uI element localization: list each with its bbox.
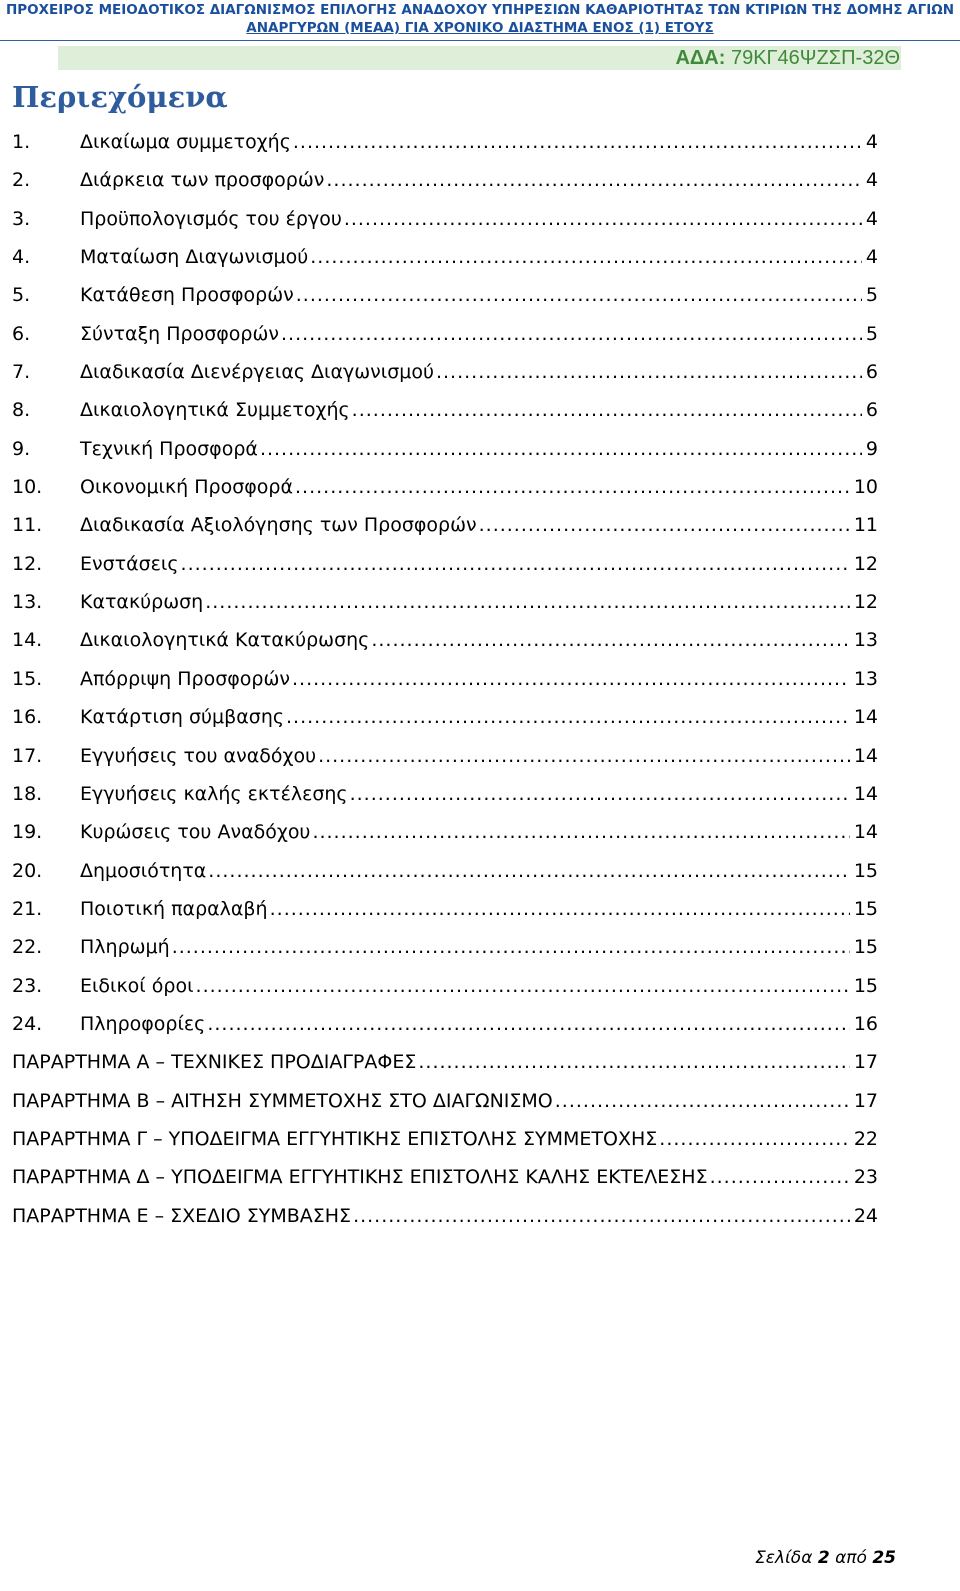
toc-entry-page: 6 bbox=[865, 399, 878, 422]
toc-entry-title: Ματαίωση Διαγωνισμού bbox=[80, 246, 309, 269]
toc-entry-number: 22. bbox=[12, 936, 43, 959]
toc-entry-title: Διαδικασία Αξιολόγησης των Προσφορών bbox=[80, 514, 477, 537]
toc-entry-number: 6. bbox=[12, 322, 31, 345]
toc-entry-page: 17 bbox=[853, 1089, 878, 1112]
toc-dot-leader bbox=[270, 891, 850, 927]
toc-entry-page: 14 bbox=[853, 821, 878, 844]
toc-entry-page: 6 bbox=[865, 361, 878, 384]
toc-entry[interactable] bbox=[12, 546, 878, 584]
toc-entry-page: 13 bbox=[853, 667, 878, 690]
toc-entry-page: 15 bbox=[853, 936, 878, 959]
toc-entry[interactable] bbox=[12, 853, 878, 891]
toc-entry-title: Κυρώσεις του Αναδόχου bbox=[80, 821, 311, 844]
toc-entry-title: ΠΑΡΑΡΤΗΜΑ Α – ΤΕΧΝΙΚΕΣ ΠΡΟΔΙΑΓΡΑΦΕΣ bbox=[12, 1051, 417, 1074]
toc-entry-page: 16 bbox=[853, 1012, 878, 1035]
toc-entry-title: Δημοσιότητα bbox=[80, 859, 207, 882]
toc-entry-title: ΠΑΡΑΡΤΗΜΑ Δ – ΥΠΟΔΕΙΓΜΑ ΕΓΓΥΗΤΙΚΗΣ ΕΠΙΣΤΟΛΗΣ ΚΑΛΗΣ ΕΚΤΕΛΕΣΗΣ bbox=[12, 1166, 708, 1189]
header-title-line-2: ΑΝΑΡΓΥΡΩΝ (ΜΕΑΑ) ΓΙΑ ΧΡΟΝΙΚΟ ΔΙΑΣΤΗΜΑ ΕΝΟΣ (1) ΕΤΟΥΣ bbox=[246, 20, 714, 36]
footer-current-page: 2 bbox=[817, 1548, 830, 1568]
toc-entry-title: Απόρριψη Προσφορών bbox=[80, 667, 290, 690]
toc-dot-leader bbox=[310, 239, 862, 275]
toc-entry[interactable] bbox=[12, 584, 878, 622]
toc-entry[interactable] bbox=[12, 162, 878, 200]
toc-entry-page: 4 bbox=[865, 169, 878, 192]
toc-entry-number: 18. bbox=[12, 782, 43, 805]
toc-entry[interactable] bbox=[12, 354, 878, 392]
toc-entry[interactable] bbox=[12, 929, 878, 967]
document-header bbox=[0, 0, 960, 41]
toc-entry-number: 23. bbox=[12, 974, 43, 997]
toc-entry[interactable] bbox=[12, 699, 878, 737]
toc-entry-page: 9 bbox=[865, 437, 878, 460]
toc-title: Περιεχόμενα bbox=[12, 80, 228, 114]
toc-entry-page: 4 bbox=[865, 131, 878, 153]
toc-entry-number: 5. bbox=[12, 284, 31, 307]
toc-entry[interactable] bbox=[12, 201, 878, 239]
toc-dot-leader bbox=[172, 929, 850, 965]
toc-dot-leader bbox=[205, 584, 850, 620]
toc-entry-title: Πληροφορίες bbox=[80, 1012, 206, 1035]
toc-entry-title: Δικαιολογητικά Κατακύρωσης bbox=[80, 629, 370, 652]
toc-entry-number: 21. bbox=[12, 897, 43, 920]
toc-entry-page: 4 bbox=[865, 207, 878, 230]
toc-entry-title: Διάρκεια των προσφορών bbox=[80, 169, 325, 192]
header-title-line-1: ΠΡΟΧΕΙΡΟΣ ΜΕΙΟΔΟΤΙΚΟΣ ΔΙΑΓΩΝΙΣΜΟΣ ΕΠΙΛΟΓΗΣ ΑΝΑΔΟΧΟΥ ΥΠΗΡΕΣΙΩΝ ΚΑΘΑΡΙΟΤΗΤΑΣ ΤΩΝ ΚΤΙΡΙΩΝ ΤΗΣ ΔΟΜΗΣ ΑΓΙΩΝ bbox=[5, 2, 955, 18]
toc-entry-page: 12 bbox=[853, 552, 878, 575]
toc-dot-leader bbox=[659, 1121, 850, 1157]
toc-entry[interactable] bbox=[12, 1121, 878, 1159]
toc-entry[interactable] bbox=[12, 891, 878, 929]
toc-entry[interactable] bbox=[12, 738, 878, 776]
footer-page-word: Σελίδα bbox=[755, 1548, 813, 1568]
toc-dot-leader bbox=[436, 354, 862, 390]
toc-entry[interactable] bbox=[12, 124, 878, 162]
toc-dot-leader bbox=[292, 661, 850, 697]
toc-dot-leader bbox=[181, 546, 850, 582]
toc-entry[interactable] bbox=[12, 469, 878, 507]
toc-entry-number: 17. bbox=[12, 744, 43, 767]
toc-entry-page: 22 bbox=[853, 1127, 878, 1150]
toc-dot-leader bbox=[286, 699, 850, 735]
toc-entry-number: 14. bbox=[12, 629, 43, 652]
toc-entry-title: Προϋπολογισμός του έργου bbox=[80, 207, 342, 230]
toc-entry-number: 13. bbox=[12, 591, 43, 614]
toc-dot-leader bbox=[353, 1198, 850, 1234]
toc-entry-page: 5 bbox=[865, 322, 878, 345]
toc-entry[interactable] bbox=[12, 277, 878, 315]
footer-of-word: από bbox=[835, 1548, 867, 1568]
toc-entry[interactable] bbox=[12, 1159, 878, 1197]
toc-entry-number: 3. bbox=[12, 207, 31, 230]
toc-dot-leader bbox=[344, 201, 862, 237]
toc-entry-title: Διαδικασία Διενέργειας Διαγωνισμού bbox=[80, 361, 434, 384]
toc-entry-title: Κατάρτιση σύμβασης bbox=[80, 706, 285, 729]
toc-dot-leader bbox=[296, 277, 862, 313]
toc-entry-page: 15 bbox=[853, 897, 878, 920]
toc-entry-page: 14 bbox=[853, 744, 878, 767]
toc-entry-title: Εγγυήσεις του αναδόχου bbox=[80, 744, 317, 767]
toc-entry[interactable] bbox=[12, 814, 878, 852]
toc-entry[interactable] bbox=[12, 661, 878, 699]
toc-entry-title: Εγγυήσεις καλής εκτέλεσης bbox=[80, 782, 348, 805]
toc-dot-leader bbox=[352, 392, 862, 428]
page-footer bbox=[755, 1548, 896, 1568]
toc-entry[interactable] bbox=[12, 968, 878, 1006]
toc-entry[interactable] bbox=[12, 1083, 878, 1121]
toc-entry[interactable] bbox=[12, 431, 878, 469]
toc-entry-number: 24. bbox=[12, 1012, 43, 1035]
toc-entry-number: 19. bbox=[12, 821, 43, 844]
table-of-contents bbox=[12, 124, 878, 1236]
toc-entry-title: ΠΑΡΑΡΤΗΜΑ Ε – ΣΧΕΔΙΟ ΣΥΜΒΑΣΗΣ bbox=[12, 1204, 352, 1227]
toc-entry-title: Ειδικοί όροι bbox=[80, 974, 194, 997]
toc-dot-leader bbox=[293, 124, 862, 160]
toc-entry-number: 20. bbox=[12, 859, 43, 882]
toc-dot-leader bbox=[371, 622, 849, 658]
toc-entry-title: Σύνταξη Προσφορών bbox=[80, 322, 280, 345]
toc-entry-number: 7. bbox=[12, 361, 31, 384]
toc-dot-leader bbox=[312, 814, 849, 850]
toc-entry-number: 15. bbox=[12, 667, 43, 690]
toc-dot-leader bbox=[281, 316, 862, 352]
toc-dot-leader bbox=[318, 738, 850, 774]
toc-entry-page: 14 bbox=[853, 782, 878, 805]
toc-entry-title: Δικαιολογητικά Συμμετοχής bbox=[80, 399, 350, 422]
toc-entry-page: 10 bbox=[853, 476, 878, 499]
toc-entry-title: ΠΑΡΑΡΤΗΜΑ Β – ΑΙΤΗΣΗ ΣΥΜΜΕΤΟΧΗΣ ΣΤΟ ΔΙΑΓΩΝΙΣΜΟ bbox=[12, 1089, 553, 1112]
toc-entry-page: 17 bbox=[853, 1051, 878, 1074]
toc-dot-leader bbox=[295, 469, 850, 505]
footer-total-pages: 25 bbox=[872, 1548, 896, 1568]
toc-dot-leader bbox=[207, 1006, 849, 1042]
toc-entry-number: 16. bbox=[12, 706, 43, 729]
toc-entry[interactable] bbox=[12, 507, 878, 545]
toc-entry-number: 10. bbox=[12, 476, 43, 499]
toc-entry-page: 5 bbox=[865, 284, 878, 307]
toc-entry-page: 13 bbox=[853, 629, 878, 652]
toc-dot-leader bbox=[555, 1083, 850, 1119]
ada-label: ΑΔΑ: bbox=[675, 47, 726, 69]
toc-entry-page: 15 bbox=[853, 974, 878, 997]
toc-entry-number: 9. bbox=[12, 437, 31, 460]
toc-entry-number: 8. bbox=[12, 399, 31, 422]
toc-entry-number: 2. bbox=[12, 169, 31, 192]
toc-entry[interactable] bbox=[12, 1006, 878, 1044]
toc-entry[interactable] bbox=[12, 1198, 878, 1236]
toc-entry-title: ΠΑΡΑΡΤΗΜΑ Γ – ΥΠΟΔΕΙΓΜΑ ΕΓΓΥΗΤΙΚΗΣ ΕΠΙΣΤΟΛΗΣ ΣΥΜΜΕΤΟΧΗΣ bbox=[12, 1127, 658, 1150]
toc-entry-title: Κατάθεση Προσφορών bbox=[80, 284, 294, 307]
toc-entry[interactable] bbox=[12, 316, 878, 354]
toc-dot-leader bbox=[196, 968, 850, 1004]
toc-entry-title: Πληρωμή bbox=[80, 936, 170, 959]
toc-entry[interactable] bbox=[12, 392, 878, 430]
ada-stamp bbox=[675, 47, 900, 70]
toc-entry-page: 15 bbox=[853, 859, 878, 882]
toc-dot-leader bbox=[479, 507, 850, 543]
toc-entry-page: 14 bbox=[853, 706, 878, 729]
ada-value: 79ΚΓ46ΨΖΣΠ-32Θ bbox=[730, 47, 900, 69]
toc-dot-leader bbox=[260, 431, 862, 467]
toc-entry-number: 12. bbox=[12, 552, 43, 575]
toc-entry-page: 24 bbox=[853, 1204, 878, 1227]
toc-entry[interactable] bbox=[12, 239, 878, 277]
toc-entry-page: 12 bbox=[853, 591, 878, 614]
toc-entry-number: 4. bbox=[12, 246, 31, 269]
toc-entry-title: Ενστάσεις bbox=[80, 552, 179, 575]
toc-dot-leader bbox=[710, 1159, 850, 1195]
toc-dot-leader bbox=[418, 1044, 849, 1080]
toc-entry-title: Κατακύρωση bbox=[80, 591, 204, 614]
toc-dot-leader bbox=[208, 853, 850, 889]
toc-entry-number: 11. bbox=[12, 514, 43, 537]
toc-entry-page: 11 bbox=[853, 514, 878, 537]
toc-entry-title: Ποιοτική παραλαβή bbox=[80, 897, 268, 920]
toc-entry-title: Οικονομική Προσφορά bbox=[80, 476, 293, 499]
toc-entry[interactable] bbox=[12, 1044, 878, 1082]
toc-entry-page: 4 bbox=[865, 246, 878, 269]
toc-entry-number: 1. bbox=[12, 131, 31, 153]
toc-entry[interactable] bbox=[12, 622, 878, 660]
toc-dot-leader bbox=[350, 776, 850, 812]
toc-entry[interactable] bbox=[12, 776, 878, 814]
toc-entry-title: Τεχνική Προσφορά bbox=[80, 437, 258, 460]
toc-dot-leader bbox=[326, 162, 862, 198]
toc-entry-page: 23 bbox=[853, 1166, 878, 1189]
toc-entry-title: Δικαίωμα συμμετοχής bbox=[80, 131, 291, 153]
